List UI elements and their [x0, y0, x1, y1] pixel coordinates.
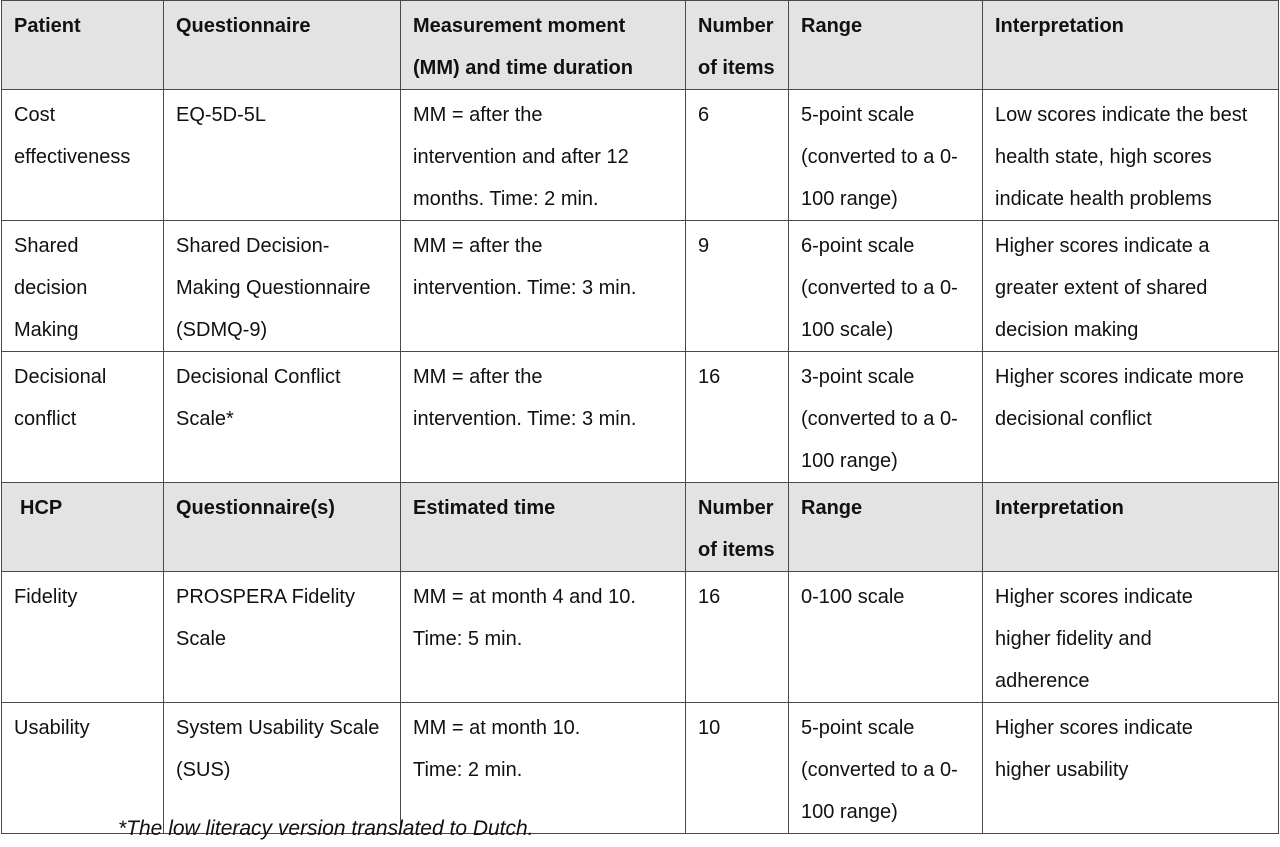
cell-line: Low scores indicate the best	[995, 104, 1248, 126]
cell-line: 6-point scale	[801, 235, 915, 257]
header-label: of items	[698, 57, 775, 79]
header-label: (MM) and time duration	[413, 57, 633, 79]
header-label: Interpretation	[995, 497, 1124, 519]
cell-line: 5-point scale	[801, 104, 915, 126]
cell-line: Decisional Conflict	[176, 366, 341, 388]
cell-line: Higher scores indicate more	[995, 366, 1244, 388]
cell-line: months. Time: 2 min.	[413, 188, 599, 210]
cell-line: Fidelity	[14, 586, 78, 608]
cell-line: MM = after the	[413, 235, 543, 257]
cell-line: intervention. Time: 3 min.	[413, 277, 637, 299]
questionnaire-cell	[164, 572, 401, 703]
header-label: Range	[801, 497, 863, 519]
cell-line: 100 range)	[801, 450, 898, 472]
moment-cell	[401, 352, 686, 483]
cell-line: Shared Decision-	[176, 235, 330, 257]
header-cell	[2, 483, 164, 572]
header-cell	[164, 1, 401, 90]
header-label: of items	[698, 539, 775, 561]
cell-line: 6	[698, 104, 710, 126]
header-cell	[686, 483, 789, 572]
interpretation-cell	[983, 221, 1279, 352]
cell-line: intervention and after 12	[413, 146, 629, 168]
header-label: Estimated time	[413, 497, 556, 519]
header-cell	[401, 1, 686, 90]
cell-line: Scale*	[176, 408, 234, 430]
header-label: Interpretation	[995, 15, 1124, 37]
header-label: Questionnaire	[176, 15, 311, 37]
items-cell	[686, 352, 789, 483]
cell-line: 10	[698, 717, 721, 739]
table-footnote: *The low literacy version translated to Dutch.	[118, 817, 534, 840]
cell-line: 100 range)	[801, 801, 898, 823]
cell-line: 16	[698, 586, 721, 608]
range-cell	[789, 352, 983, 483]
cell-line: Making	[14, 319, 79, 341]
header-cell	[983, 483, 1279, 572]
measures-table	[1, 0, 1279, 834]
interpretation-cell	[983, 572, 1279, 703]
cell-line: Scale	[176, 628, 227, 650]
cell-line: 5-point scale	[801, 717, 915, 739]
topic-cell	[2, 221, 164, 352]
header-cell	[164, 483, 401, 572]
cell-line: MM = after the	[413, 104, 543, 126]
cell-line: health state, high scores	[995, 146, 1212, 168]
cell-line: 9	[698, 235, 710, 257]
moment-cell	[401, 90, 686, 221]
moment-cell	[401, 572, 686, 703]
cell-line: decision	[14, 277, 88, 299]
table-row	[2, 352, 1279, 483]
cell-line: Higher scores indicate	[995, 717, 1193, 739]
items-cell	[686, 90, 789, 221]
cell-line: decisional conflict	[995, 408, 1152, 430]
cell-line: Higher scores indicate a	[995, 235, 1210, 257]
cell-line: (converted to a 0-	[801, 146, 958, 168]
topic-cell	[2, 572, 164, 703]
interpretation-cell	[983, 352, 1279, 483]
table-row	[2, 221, 1279, 352]
cell-line: Usability	[14, 717, 90, 739]
cell-line: effectiveness	[14, 146, 131, 168]
patient-header-row	[2, 1, 1279, 90]
cell-line: Time: 2 min.	[413, 759, 523, 781]
range-cell	[789, 90, 983, 221]
cell-line: Higher scores indicate	[995, 586, 1193, 608]
cell-line: MM = after the	[413, 366, 543, 388]
cell-line: 16	[698, 366, 721, 388]
cell-line: EQ-5D-5L	[176, 104, 267, 126]
table-row	[2, 572, 1279, 703]
cell-line: MM = at month 4 and 10.	[413, 586, 636, 608]
header-cell	[2, 1, 164, 90]
cell-line: higher fidelity and	[995, 628, 1152, 650]
items-cell	[686, 221, 789, 352]
header-label: Number	[698, 15, 774, 37]
cell-line: Shared	[14, 235, 79, 257]
hcp-header-row	[2, 483, 1279, 572]
header-cell	[401, 483, 686, 572]
header-label: Patient	[14, 15, 81, 37]
topic-cell	[2, 352, 164, 483]
cell-line: adherence	[995, 670, 1090, 692]
cell-line: 100 range)	[801, 188, 898, 210]
cell-line: Making Questionnaire	[176, 277, 371, 299]
header-label: Questionnaire(s)	[176, 497, 335, 519]
range-cell	[789, 221, 983, 352]
header-label: Number	[698, 497, 774, 519]
interpretation-cell	[983, 90, 1279, 221]
header-label: HCP	[20, 497, 63, 519]
cell-line: (converted to a 0-	[801, 277, 958, 299]
cell-line: higher usability	[995, 759, 1129, 781]
cell-line: indicate health problems	[995, 188, 1212, 210]
cell-line: Cost	[14, 104, 56, 126]
range-cell	[789, 572, 983, 703]
header-cell	[686, 1, 789, 90]
items-cell	[686, 703, 789, 834]
cell-line: 100 scale)	[801, 319, 894, 341]
cell-line: Time: 5 min.	[413, 628, 523, 650]
questionnaire-cell	[164, 90, 401, 221]
cell-line: (converted to a 0-	[801, 408, 958, 430]
range-cell	[789, 703, 983, 834]
moment-cell	[401, 221, 686, 352]
table-row	[2, 90, 1279, 221]
interpretation-cell	[983, 703, 1279, 834]
questionnaire-cell	[164, 221, 401, 352]
cell-line: PROSPERA Fidelity	[176, 586, 355, 608]
cell-line: conflict	[14, 408, 77, 430]
items-cell	[686, 572, 789, 703]
header-cell	[789, 483, 983, 572]
cell-line: MM = at month 10.	[413, 717, 581, 739]
cell-line: 0-100 scale	[801, 586, 905, 608]
cell-line: System Usability Scale	[176, 717, 380, 739]
header-label: Measurement moment	[413, 15, 626, 37]
header-label: Range	[801, 15, 863, 37]
cell-line: intervention. Time: 3 min.	[413, 408, 637, 430]
cell-line: decision making	[995, 319, 1139, 341]
cell-line: Decisional	[14, 366, 107, 388]
header-cell	[983, 1, 1279, 90]
cell-line: (SDMQ-9)	[176, 319, 268, 341]
topic-cell	[2, 90, 164, 221]
cell-line: (SUS)	[176, 759, 231, 781]
cell-line: (converted to a 0-	[801, 759, 958, 781]
header-cell	[789, 1, 983, 90]
cell-line: 3-point scale	[801, 366, 915, 388]
questionnaire-cell	[164, 352, 401, 483]
cell-line: greater extent of shared	[995, 277, 1208, 299]
